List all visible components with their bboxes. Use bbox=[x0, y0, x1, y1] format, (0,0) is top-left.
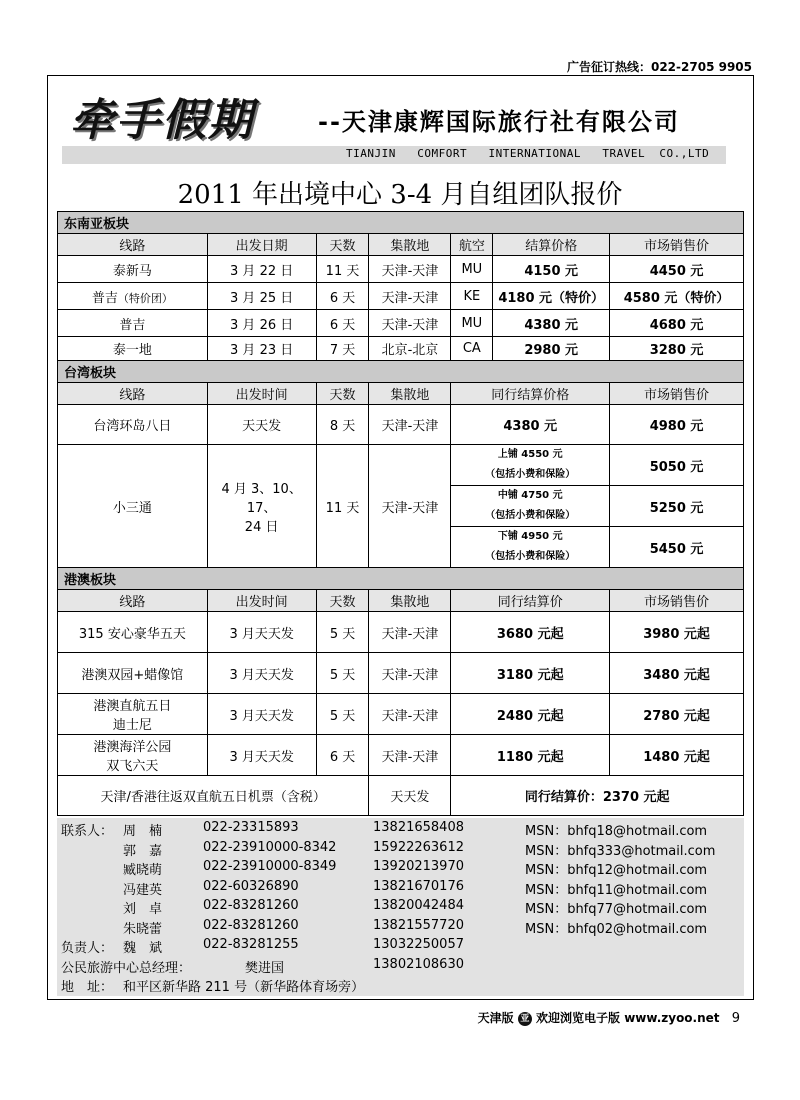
route-cell bbox=[58, 612, 208, 653]
route-cell bbox=[58, 694, 208, 735]
col-header: 出发日期 bbox=[207, 234, 316, 256]
ticket-cell: 天津/香港往返双直航五日机票（含税） bbox=[58, 776, 369, 816]
table-header-row bbox=[58, 590, 744, 612]
days-cell: 5 天 bbox=[316, 694, 369, 735]
place-cell: 天津-天津 bbox=[369, 653, 451, 694]
berth-note: （包括小费和保险） bbox=[485, 469, 576, 480]
section-southeast-asia: 东南亚板块 bbox=[58, 212, 744, 234]
col-header: 市场销售价 bbox=[610, 383, 744, 405]
days-cell: 5 天 bbox=[316, 612, 369, 653]
table-row bbox=[58, 653, 744, 694]
col-header: 结算价格 bbox=[493, 234, 610, 256]
berth-note: （包括小费和保险） bbox=[485, 551, 576, 562]
days-cell: 6 天 bbox=[316, 735, 369, 776]
footer-slogan: 欢迎浏览电子版 www.zyoo.net bbox=[536, 1011, 720, 1025]
date-cell bbox=[207, 445, 316, 568]
gm-row bbox=[57, 957, 744, 977]
market-price-cell: 4980 元 bbox=[610, 405, 744, 445]
date-cell: 天天发 bbox=[369, 776, 451, 816]
col-header: 市场销售价 bbox=[610, 590, 744, 612]
route-note: （特价团） bbox=[117, 291, 173, 305]
berth-price-cell bbox=[451, 527, 610, 568]
date-cell: 3 月天天发 bbox=[207, 653, 316, 694]
table-header-row bbox=[58, 383, 744, 405]
contact-msn: MSN：bhfq02@hotmail.com bbox=[525, 922, 708, 937]
airline-cell: MU bbox=[451, 256, 493, 283]
table-row bbox=[58, 310, 744, 337]
col-header: 线路 bbox=[58, 383, 208, 405]
market-price-cell: 4580 元（特价） bbox=[610, 283, 744, 310]
berth-note: （包括小费和保险） bbox=[485, 510, 576, 521]
route-cell: 泰新马 bbox=[58, 256, 208, 283]
contact-name: 臧晓萌 bbox=[123, 863, 163, 878]
table-row bbox=[58, 735, 744, 776]
route-line: 港澳海洋公园 bbox=[93, 740, 172, 755]
route-line: 港澳双园+蜡像馆 bbox=[81, 667, 184, 683]
gm-mobile: 13802108630 bbox=[373, 957, 464, 972]
brand-badge-icon: 亚 bbox=[518, 1012, 532, 1026]
route-cell bbox=[58, 653, 208, 694]
days-cell: 8 天 bbox=[316, 405, 369, 445]
market-price-cell: 5250 元 bbox=[610, 486, 744, 527]
place-cell: 天津-天津 bbox=[369, 735, 451, 776]
section-taiwan: 台湾板块 bbox=[58, 361, 744, 383]
days-cell: 11 天 bbox=[316, 256, 369, 283]
contact-phone: 022-83281260 bbox=[203, 898, 299, 913]
address-row bbox=[57, 976, 744, 996]
contact-msn: MSN：bhfq18@hotmail.com bbox=[525, 824, 708, 839]
contact-mobile: 13821670176 bbox=[373, 879, 464, 894]
route-line: 港澳直航五日 bbox=[93, 699, 172, 714]
price-table bbox=[57, 211, 744, 816]
route-cell bbox=[58, 283, 208, 310]
berth-price: 下铺 4950 元 bbox=[497, 531, 563, 542]
route-name: 普吉 bbox=[91, 290, 118, 306]
table-row bbox=[58, 445, 744, 486]
berth-price: 上铺 4550 元 bbox=[497, 449, 563, 460]
market-price-cell: 3980 元起 bbox=[610, 612, 744, 653]
contact-phone: 022-23315893 bbox=[203, 820, 299, 835]
place-cell: 天津-天津 bbox=[369, 694, 451, 735]
col-header: 线路 bbox=[58, 590, 208, 612]
edition-label: 天津版 bbox=[477, 1011, 514, 1025]
berth-price-cell bbox=[451, 486, 610, 527]
date-cell: 3 月天天发 bbox=[207, 735, 316, 776]
manager-mobile: 13032250057 bbox=[373, 937, 464, 952]
contact-name: 周 楠 bbox=[123, 824, 163, 839]
english-company-name: TIANJIN COMFORT INTERNATIONAL TRAVEL CO.,LTD bbox=[346, 147, 710, 160]
contact-mobile: 13821658408 bbox=[373, 820, 464, 835]
settle-price-cell: 4380 元 bbox=[451, 405, 610, 445]
col-header: 同行结算价格 bbox=[451, 383, 610, 405]
col-header: 天数 bbox=[316, 383, 369, 405]
table-row bbox=[58, 405, 744, 445]
market-price-cell: 5450 元 bbox=[610, 527, 744, 568]
table-row bbox=[58, 337, 744, 361]
place-cell: 天津-天津 bbox=[369, 612, 451, 653]
contact-name: 刘 卓 bbox=[123, 902, 163, 917]
contact-phone: 022-23910000-8349 bbox=[203, 859, 337, 874]
place-cell: 天津-天津 bbox=[369, 405, 451, 445]
manager-label: 负责人： bbox=[61, 941, 114, 956]
route-line: 迪士尼 bbox=[112, 718, 152, 733]
route-cell: 台湾环岛八日 bbox=[58, 405, 208, 445]
contacts-label: 联系人： bbox=[61, 824, 114, 839]
address-text: 和平区新华路 211 号（新华路体育场旁） bbox=[123, 980, 365, 995]
table-row bbox=[58, 612, 744, 653]
contact-mobile: 13920213970 bbox=[373, 859, 464, 874]
place-cell: 天津-天津 bbox=[369, 256, 451, 283]
date-cell: 3 月 23 日 bbox=[207, 337, 316, 361]
settle-price-cell: 4180 元（特价） bbox=[493, 283, 610, 310]
col-header: 集散地 bbox=[369, 234, 451, 256]
col-header: 集散地 bbox=[369, 383, 451, 405]
days-cell: 5 天 bbox=[316, 653, 369, 694]
brand-logo: 牵手假期 bbox=[70, 95, 254, 146]
contact-row bbox=[57, 859, 744, 879]
contact-phone: 022-23910000-8342 bbox=[203, 840, 337, 855]
contact-mobile: 13820042484 bbox=[373, 898, 464, 913]
market-price-cell: 1480 元起 bbox=[610, 735, 744, 776]
page-footer bbox=[478, 1009, 740, 1026]
days-cell: 7 天 bbox=[316, 337, 369, 361]
route-line: 双飞六天 bbox=[106, 759, 159, 774]
table-header-row bbox=[58, 234, 744, 256]
col-header: 天数 bbox=[316, 234, 369, 256]
settle-price-cell: 2980 元 bbox=[493, 337, 610, 361]
col-header: 集散地 bbox=[369, 590, 451, 612]
col-header: 同行结算价 bbox=[451, 590, 610, 612]
col-header: 天数 bbox=[316, 590, 369, 612]
days-cell: 6 天 bbox=[316, 310, 369, 337]
place-cell: 北京-北京 bbox=[369, 337, 451, 361]
contact-msn: MSN：bhfq11@hotmail.com bbox=[525, 883, 708, 898]
days-cell: 6 天 bbox=[316, 283, 369, 310]
date-cell: 3 月天天发 bbox=[207, 612, 316, 653]
page-number: 9 bbox=[731, 1011, 740, 1026]
route-cell: 普吉 bbox=[58, 310, 208, 337]
settle-price-cell: 4150 元 bbox=[493, 256, 610, 283]
manager-name: 魏 斌 bbox=[123, 941, 163, 956]
col-header: 线路 bbox=[58, 234, 208, 256]
date-cell: 天天发 bbox=[207, 405, 316, 445]
contact-mobile: 15922263612 bbox=[373, 840, 464, 855]
route-cell bbox=[58, 735, 208, 776]
contact-phone: 022-83281260 bbox=[203, 918, 299, 933]
col-header: 市场销售价 bbox=[610, 234, 744, 256]
settle-price-cell: 1180 元起 bbox=[451, 735, 610, 776]
document-title: 2011 年出境中心 3-4 月自组团队报价 bbox=[177, 180, 623, 210]
contacts-block bbox=[57, 818, 744, 996]
table-row bbox=[58, 776, 744, 816]
col-header: 出发时间 bbox=[207, 383, 316, 405]
date-cell: 3 月 25 日 bbox=[207, 283, 316, 310]
contact-row bbox=[57, 840, 744, 860]
contact-msn: MSN：bhfq12@hotmail.com bbox=[525, 863, 708, 878]
settle-price-cell: 4380 元 bbox=[493, 310, 610, 337]
date-line: 4 月 3、10、17、 bbox=[221, 481, 302, 516]
contact-row bbox=[57, 918, 744, 938]
table-row bbox=[58, 256, 744, 283]
contact-name: 冯建英 bbox=[123, 883, 163, 898]
date-cell: 3 月 26 日 bbox=[207, 310, 316, 337]
berth-price: 中铺 4750 元 bbox=[497, 490, 563, 501]
table-row bbox=[58, 283, 744, 310]
contact-msn: MSN：bhfq77@hotmail.com bbox=[525, 902, 708, 917]
gm-name: 樊进国 bbox=[245, 961, 285, 976]
market-price-cell: 3280 元 bbox=[610, 337, 744, 361]
contact-name: 朱晓蕾 bbox=[123, 922, 163, 937]
contact-row bbox=[57, 820, 744, 840]
contact-msn: MSN：bhfq333@hotmail.com bbox=[525, 844, 716, 859]
date-cell: 3 月天天发 bbox=[207, 694, 316, 735]
address-label: 地 址： bbox=[61, 980, 114, 995]
col-header: 出发时间 bbox=[207, 590, 316, 612]
table-row bbox=[58, 694, 744, 735]
contact-phone: 022-60326890 bbox=[203, 879, 299, 894]
ticket-price-cell: 同行结算价：2370 元起 bbox=[451, 776, 744, 816]
manager-phone: 022-83281255 bbox=[203, 937, 299, 952]
market-price-cell: 2780 元起 bbox=[610, 694, 744, 735]
contact-mobile: 13821557720 bbox=[373, 918, 464, 933]
market-price-cell: 4680 元 bbox=[610, 310, 744, 337]
days-cell: 11 天 bbox=[316, 445, 369, 568]
airline-cell: MU bbox=[451, 310, 493, 337]
date-line: 24 日 bbox=[244, 519, 279, 535]
col-header: 航空 bbox=[451, 234, 493, 256]
company-name: --天津康辉国际旅行社有限公司 bbox=[318, 108, 680, 136]
market-price-cell: 3480 元起 bbox=[610, 653, 744, 694]
place-cell: 天津-天津 bbox=[369, 283, 451, 310]
section-hk-macau: 港澳板块 bbox=[58, 568, 744, 590]
route-cell: 小三通 bbox=[58, 445, 208, 568]
settle-price-cell: 3680 元起 bbox=[451, 612, 610, 653]
route-cell: 泰一地 bbox=[58, 337, 208, 361]
airline-cell: CA bbox=[451, 337, 493, 361]
place-cell: 天津-天津 bbox=[369, 445, 451, 568]
route-line: 315 安心豪华五天 bbox=[78, 626, 186, 642]
date-cell: 3 月 22 日 bbox=[207, 256, 316, 283]
contact-row bbox=[57, 898, 744, 918]
ad-hotline: 广告征订热线：022-2705 9905 bbox=[566, 60, 752, 74]
settle-price-cell: 3180 元起 bbox=[451, 653, 610, 694]
market-price-cell: 5050 元 bbox=[610, 445, 744, 486]
manager-row bbox=[57, 937, 744, 957]
place-cell: 天津-天津 bbox=[369, 310, 451, 337]
settle-price-cell: 2480 元起 bbox=[451, 694, 610, 735]
contact-name: 郭 嘉 bbox=[123, 844, 163, 859]
market-price-cell: 4450 元 bbox=[610, 256, 744, 283]
contact-row bbox=[57, 879, 744, 899]
gm-label: 公民旅游中心总经理： bbox=[61, 961, 192, 976]
airline-cell: KE bbox=[451, 283, 493, 310]
berth-price-cell bbox=[451, 445, 610, 486]
